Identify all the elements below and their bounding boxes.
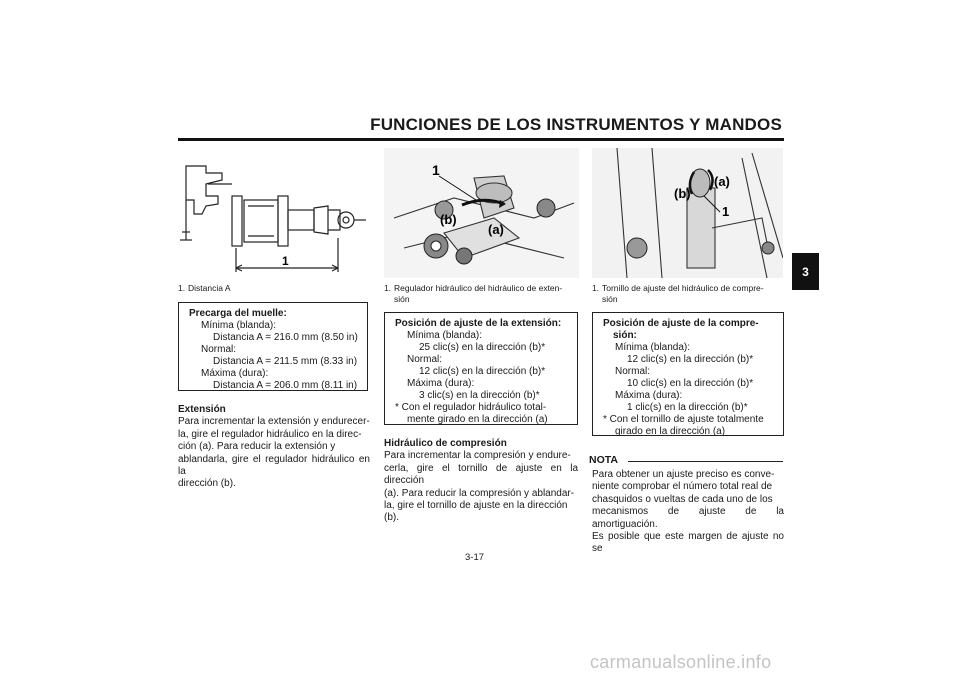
rebound-adjuster-photo xyxy=(384,148,579,278)
callout-1: 1 xyxy=(722,204,730,219)
callout-a: (a) xyxy=(488,222,504,237)
section-heading: Extensión xyxy=(178,404,226,415)
caption-right: 1. Tornillo de ajuste del hidráulico de compre- sión xyxy=(592,283,764,304)
callout-b: (b) xyxy=(440,212,457,227)
title-rule xyxy=(178,138,784,141)
callout-a: (a) xyxy=(714,174,730,189)
page-number: 3-17 xyxy=(465,552,485,563)
shock-absorber-drawing xyxy=(178,148,366,278)
section-nota: Para obtener un ajuste preciso es conve- niente comprobar el número total real de chasquidos o vueltas de cada uno de los mecanismos de ajuste de la amortiguación. Es posible que este margen de ajuste no se xyxy=(592,469,784,555)
spec-box-extension: Posición de ajuste de la extensión: Mínima (blanda): 25 clic(s) en la dirección (b)* Normal: 12 clic(s) en la dirección (b)* Máxima (dura): 3 clic(s) en la dirección (b)* * Con el regulador hidráulico total- mente girado en la dirección (a) xyxy=(384,312,578,425)
section-extension: Extensión Para incrementar la extensión y endurecer- la, gire el regulador hidráulico en la direc- ción (a). Para reducir la extensión y ablandarla, gire el regulador hidráulico en la dirección (b). xyxy=(178,404,370,490)
section-heading: Hidráulico de compresión xyxy=(384,438,507,449)
spec-box-compression: Posición de ajuste de la compre- sión: Mínima (blanda): 12 clic(s) en la dirección (b)* Normal: 10 clic(s) en la dirección (b)* Máxima (dura): 1 clic(s) en la dirección (b)* * Con el tornillo de ajuste totalmente girado en la dirección (a) xyxy=(592,312,784,436)
figure-compression-adjuster xyxy=(592,148,783,278)
section-compression: Hidráulico de compresión Para incrementar la compresión y endure- cerla, gire el tornillo de ajuste en la dirección (a). Para reducir la compresión y ablandar- la, gire el tornillo de ajuste en la dirección (b). xyxy=(384,438,578,524)
nota-rule xyxy=(628,461,783,462)
box-title: Posición de ajuste de la extensión: xyxy=(395,318,562,329)
watermark: carmanualsonline.info xyxy=(590,652,772,672)
callout-1: 1 xyxy=(282,254,289,268)
spec-box-preload: Precarga del muelle: Mínima (blanda): Distancia A = 216.0 mm (8.50 in) Normal: Distancia A = 211.5 mm (8.33 in) Máxima (dura): Distancia A = 206.0 mm (8.11 in) xyxy=(178,302,368,391)
caption-middle: 1. Regulador hidráulico del hidráulico de exten- sión xyxy=(384,283,563,304)
callout-1: 1 xyxy=(432,162,440,178)
page-title: FUNCIONES DE LOS INSTRUMENTOS Y MANDOS xyxy=(370,115,782,134)
callout-b: (b) xyxy=(674,186,691,201)
caption-left: 1. Distancia A xyxy=(178,283,231,293)
box-title: Posición de ajuste de la compre- xyxy=(603,318,759,329)
figure-shock-distance xyxy=(178,148,366,278)
chapter-tab: 3 xyxy=(792,253,819,290)
nota-heading: NOTA xyxy=(589,454,618,466)
figure-rebound-adjuster xyxy=(384,148,579,278)
compression-adjuster-photo xyxy=(592,148,783,278)
box-title: Precarga del muelle: xyxy=(189,308,287,319)
